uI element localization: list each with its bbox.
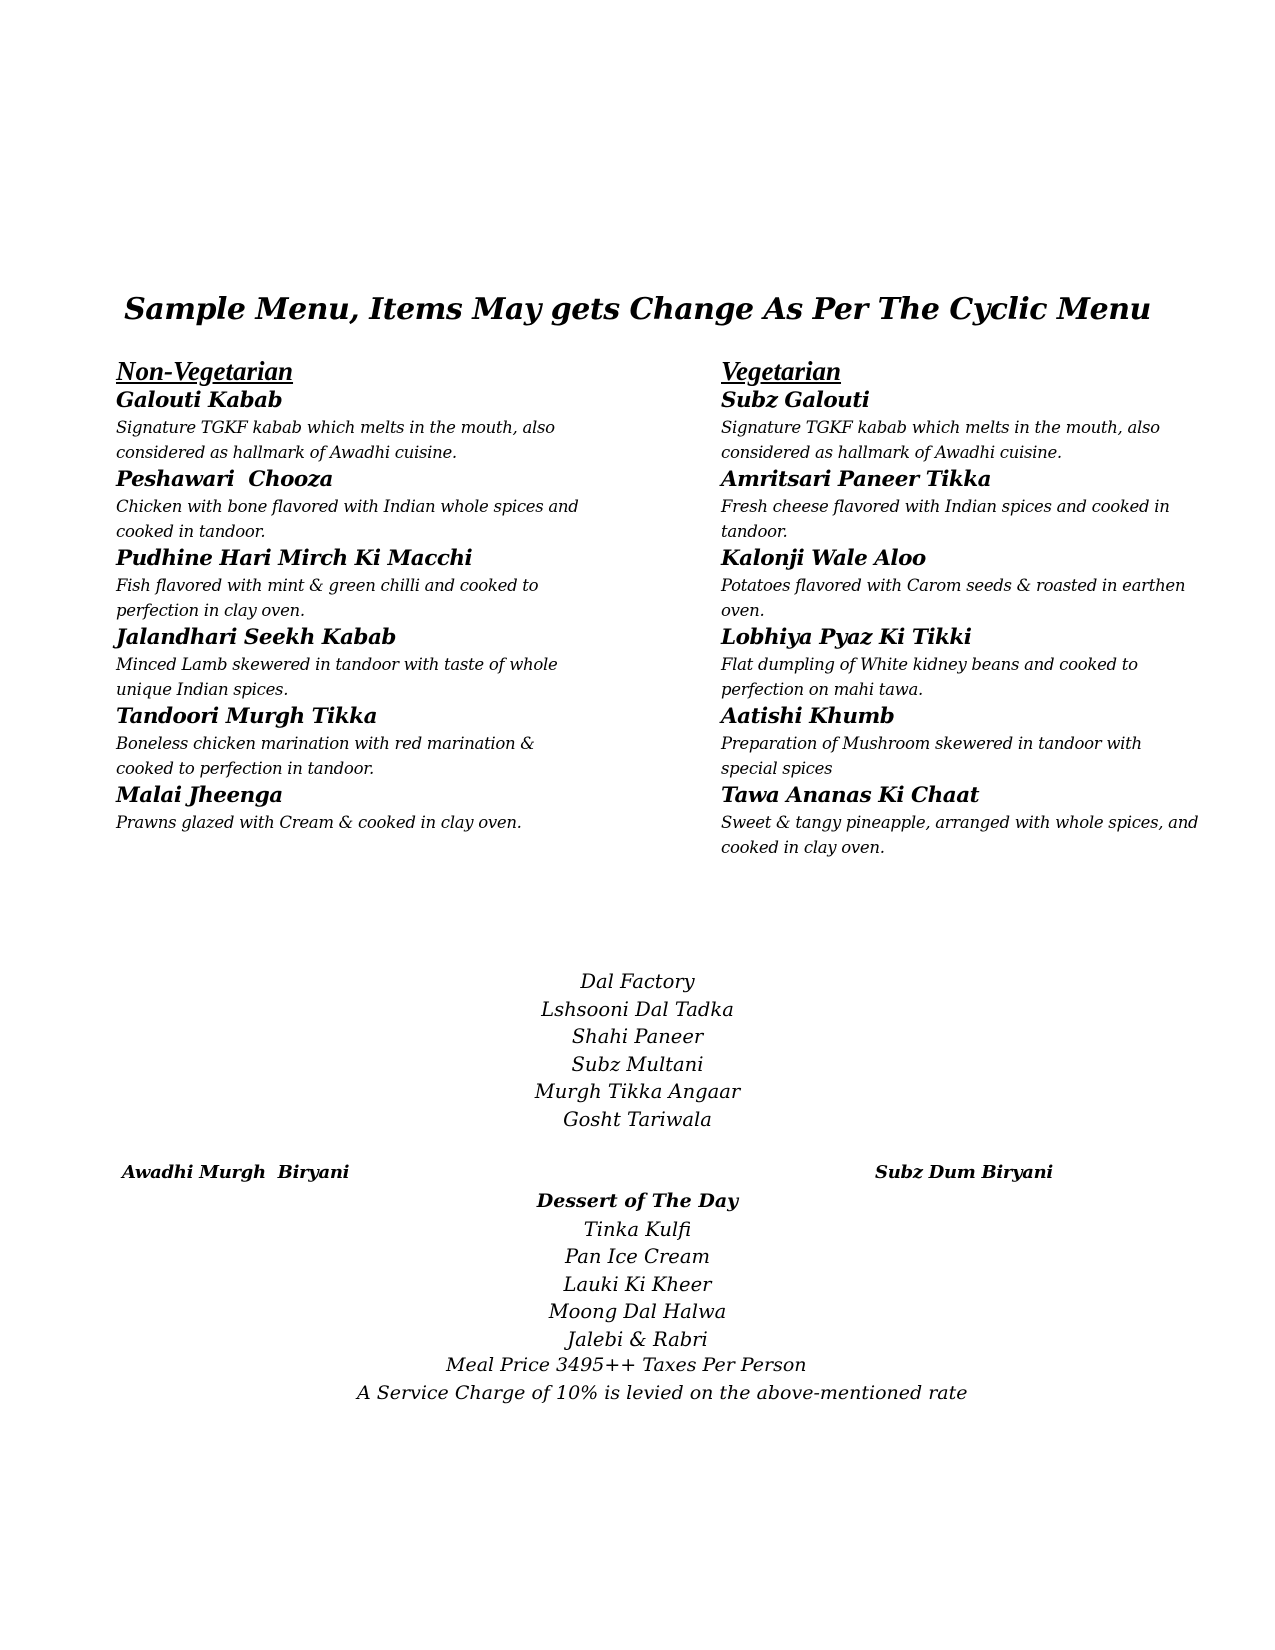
veg-biryani: Subz Dum Biryani: [875, 1162, 1053, 1183]
item-description: Signature TGKF kabab which melts in the mouth, also considered as hallmark of Awadhi cuisine.: [116, 418, 555, 462]
mains-list: [0, 968, 1275, 1133]
list-item: Jalebi & Rabri: [567, 1327, 708, 1351]
item-description: Minced Lamb skewered in tandoor with taste of whole unique Indian spices.: [116, 655, 558, 699]
item-name: Tawa Ananas Ki Chaat: [721, 783, 980, 808]
list-item: Gosht Tariwala: [563, 1107, 712, 1131]
list-item: Pan Ice Cream: [565, 1245, 710, 1268]
menu-item: [721, 544, 1201, 623]
menu-item: [721, 781, 1201, 860]
item-name: Aatishi Khumb: [721, 704, 895, 729]
menu-item: [116, 702, 586, 781]
item-description: Fresh cheese flavored with Indian spices and cooked in tandoor.: [721, 497, 1170, 541]
menu-item: [116, 465, 586, 544]
vegetarian-heading: Vegetarian: [721, 356, 842, 386]
item-description: Boneless chicken marination with red marination & cooked to perfection in tandoor.: [116, 734, 535, 778]
item-description: Flat dumpling of White kidney beans and cooked to perfection on mahi tawa.: [721, 655, 1138, 699]
dessert-heading: Dessert of The Day: [536, 1190, 739, 1212]
item-name: Galouti Kabab: [116, 388, 283, 413]
menu-item: [721, 623, 1201, 702]
list-item: Shahi Paneer: [571, 1025, 704, 1048]
item-name: Lobhiya Pyaz Ki Tikki: [721, 625, 972, 650]
item-name: Amritsari Paneer Tikka: [721, 467, 992, 492]
menu-item: [116, 386, 586, 465]
item-name: Peshawari Chooza: [116, 467, 333, 492]
list-item: Moong Dal Halwa: [548, 1300, 727, 1323]
list-item: Dal Factory: [580, 970, 695, 993]
item-name: Jalandhari Seekh Kabab: [116, 625, 396, 650]
item-name: Subz Galouti: [721, 388, 870, 413]
item-description: Chicken with bone flavored with Indian whole spices and cooked in tandoor.: [116, 497, 579, 541]
item-name: Kalonji Wale Aloo: [721, 546, 926, 571]
list-item: Lshsooni Dal Tadka: [541, 997, 734, 1021]
menu-item: [116, 623, 586, 702]
item-name: Pudhine Hari Mirch Ki Macchi: [116, 546, 473, 571]
menu-title: Sample Menu, Items May gets Change As Per The Cyclic Menu: [124, 292, 1151, 327]
dessert-list: [0, 1188, 1275, 1353]
item-name: Malai Jheenga: [116, 783, 283, 808]
list-item: Tinka Kulfi: [583, 1217, 692, 1241]
item-description: Sweet & tangy pineapple, arranged with whole spices, and cooked in clay oven.: [721, 813, 1199, 857]
item-description: Signature TGKF kabab which melts in the mouth, also considered as hallmark of Awadhi cuisine.: [721, 418, 1160, 462]
list-item: Murgh Tikka Angaar: [534, 1080, 741, 1103]
service-charge-note: A Service Charge of 10% is levied on the above-mentioned rate: [357, 1382, 968, 1404]
item-description: Potatoes flavored with Carom seeds & roasted in earthen oven.: [721, 576, 1186, 620]
menu-item: [116, 781, 586, 835]
menu-item: [116, 544, 586, 623]
vegetarian-column: [721, 357, 1201, 860]
non-veg-biryani: Awadhi Murgh Biryani: [122, 1162, 350, 1183]
menu-item: [721, 465, 1201, 544]
meal-price: Meal Price 3495++ Taxes Per Person: [446, 1354, 807, 1376]
item-description: Preparation of Mushroom skewered in tandoor with special spices: [721, 734, 1142, 778]
item-description: Fish flavored with mint & green chilli and cooked to perfection in clay oven.: [116, 576, 539, 620]
menu-item: [721, 702, 1201, 781]
menu-item: [721, 386, 1201, 465]
item-description: Prawns glazed with Cream & cooked in clay oven.: [116, 813, 522, 832]
non-vegetarian-heading: Non-Vegetarian: [116, 356, 294, 386]
item-name: Tandoori Murgh Tikka: [116, 704, 377, 729]
list-item: Subz Multani: [571, 1052, 704, 1076]
list-item: Lauki Ki Kheer: [563, 1272, 712, 1296]
non-vegetarian-column: [116, 357, 586, 835]
